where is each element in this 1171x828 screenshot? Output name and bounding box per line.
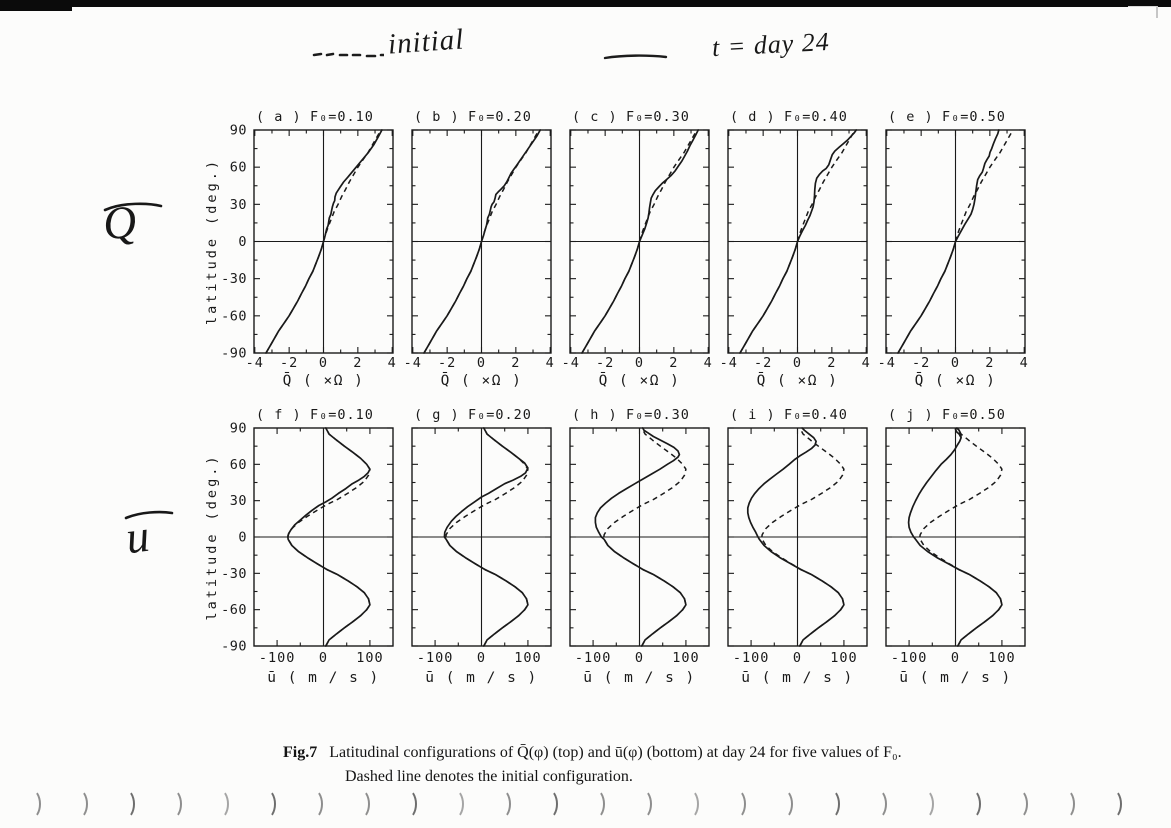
binder-ring <box>257 789 276 819</box>
panel-j <box>886 407 1025 686</box>
binder-ring <box>1056 789 1075 819</box>
x-axis-title: ū ( m / s ) <box>425 670 538 686</box>
panel-param: F₀=0.30 <box>626 407 690 423</box>
binder-ring <box>962 789 981 819</box>
binder-ring <box>1009 789 1028 819</box>
panel-tag: ( g ) <box>414 407 460 423</box>
binder-ring <box>445 789 464 819</box>
curve-day24 <box>748 428 844 646</box>
binder-ring <box>727 789 746 819</box>
curve-initial <box>266 130 381 353</box>
x-tick-label: 2 <box>985 355 995 371</box>
panel-tag: ( h ) <box>572 407 618 423</box>
x-tick-label: -4 <box>561 355 580 371</box>
y-tick-label: 60 <box>229 159 247 176</box>
x-tick-label: 0 <box>318 650 329 666</box>
binder-ring <box>586 789 605 819</box>
curve-initial <box>446 428 528 646</box>
x-tick-label: 4 <box>387 355 397 371</box>
x-axis-title: Q̄ ( ×Ω ) <box>598 373 681 389</box>
scan-corner-mark <box>1128 6 1158 18</box>
caption-text-2: Dashed line denotes the initial configuration. <box>345 768 633 785</box>
panel-param: F₀=0.30 <box>626 109 690 125</box>
panel-d <box>720 109 871 389</box>
panel-g <box>412 407 551 686</box>
row-label-qbar <box>95 195 140 250</box>
panel-param: F₀=0.40 <box>784 407 848 423</box>
y-tick-label: 60 <box>229 456 247 473</box>
x-tick-label: -100 <box>258 650 296 666</box>
curve-day24 <box>444 428 528 646</box>
y-tick-label: -30 <box>221 565 247 582</box>
curve-initial <box>582 130 697 353</box>
x-tick-label: -4 <box>719 355 738 371</box>
panel-f <box>204 407 393 686</box>
plot-box <box>254 130 393 353</box>
binder-ring <box>633 789 652 819</box>
panel-tag: ( d ) <box>730 109 776 125</box>
y-tick-label: 30 <box>229 196 247 213</box>
scan-edge-blob <box>0 0 72 11</box>
curve-day24 <box>288 428 370 646</box>
binder-ring <box>1103 789 1122 819</box>
y-tick-label: 0 <box>238 529 247 546</box>
binder-ring <box>680 789 699 819</box>
y-tick-label: -30 <box>221 271 247 288</box>
y-tick-label: -90 <box>221 345 247 362</box>
y-tick-label: -60 <box>221 602 247 619</box>
panel-param: F₀=0.10 <box>310 109 374 125</box>
curve-day24 <box>266 130 382 353</box>
x-tick-label: 2 <box>827 355 837 371</box>
x-tick-label: -100 <box>416 650 454 666</box>
panel-h <box>570 407 709 686</box>
x-axis-title: ū ( m / s ) <box>583 670 696 686</box>
x-tick-label: -4 <box>245 355 264 371</box>
x-tick-label: -2 <box>754 355 773 371</box>
binder-ring <box>210 789 229 819</box>
x-tick-label: 0 <box>634 650 645 666</box>
panel-tag: ( b ) <box>414 109 460 125</box>
panel-param: F₀=0.20 <box>468 407 532 423</box>
y-tick-label: 90 <box>229 420 247 437</box>
y-tick-label: 0 <box>238 234 247 250</box>
y-axis-title: latitude (deg.) <box>204 158 220 325</box>
curve-initial <box>288 428 370 646</box>
x-tick-label: 100 <box>514 650 542 666</box>
x-axis-title: ū ( m / s ) <box>899 670 1012 686</box>
binder-ring <box>351 789 370 819</box>
panel-tag: ( i ) <box>730 407 776 423</box>
legend-solid-sample <box>603 50 669 62</box>
x-tick-label: 2 <box>669 355 679 371</box>
binder-ring <box>539 789 558 819</box>
plot-box <box>886 130 1025 353</box>
x-axis-title: Q̄ ( ×Ω ) <box>756 373 839 389</box>
curve-initial <box>424 130 539 353</box>
panel-tag: ( e ) <box>888 109 934 125</box>
plot-box <box>728 428 867 646</box>
x-tick-label: -2 <box>912 355 931 371</box>
x-axis-title: ū ( m / s ) <box>741 670 854 686</box>
x-tick-label: 0 <box>318 355 329 371</box>
binder-ring <box>915 789 934 819</box>
y-tick-label: -60 <box>221 308 247 325</box>
panel-tag: ( f ) <box>256 407 302 423</box>
x-tick-label: 4 <box>1019 355 1029 371</box>
x-tick-label: 4 <box>703 355 713 371</box>
x-tick-label: -4 <box>403 355 422 371</box>
legend-initial-label: initial <box>386 23 466 61</box>
x-tick-label: 100 <box>830 650 858 666</box>
y-tick-label: 90 <box>229 122 247 139</box>
x-tick-label: -2 <box>596 355 615 371</box>
plot-box <box>886 428 1025 646</box>
plot-box <box>412 428 551 646</box>
panel-e <box>878 109 1029 389</box>
curve-day24 <box>909 428 1002 646</box>
figure-caption-line1 <box>283 744 902 762</box>
x-tick-label: 0 <box>634 355 645 371</box>
binder-ring <box>69 789 88 819</box>
binder-ring <box>398 789 417 819</box>
x-tick-label: 0 <box>476 355 487 371</box>
x-tick-label: -2 <box>438 355 457 371</box>
curve-day24 <box>582 130 698 353</box>
x-axis-title: Q̄ ( ×Ω ) <box>440 373 523 389</box>
panel-tag: ( c ) <box>572 109 618 125</box>
curve-initial <box>898 130 1013 353</box>
x-tick-label: 100 <box>356 650 384 666</box>
curve-initial <box>762 428 844 646</box>
scan-edge-bar <box>0 0 1171 7</box>
x-tick-label: 0 <box>950 650 961 666</box>
ubar-letter: u <box>122 509 153 564</box>
panel-param: F₀=0.40 <box>784 109 848 125</box>
x-tick-label: 0 <box>792 355 803 371</box>
plot-box <box>412 130 551 353</box>
x-axis-title: ū ( m / s ) <box>267 670 380 686</box>
caption-text-1: Latitudinal configurations of Q̄(φ) (top) and ū(φ) (bottom) at day 24 for five values of F₀. <box>329 744 902 761</box>
panel-param: F₀=0.50 <box>942 407 1006 423</box>
plot-box <box>254 428 393 646</box>
figure-number: Fig.7 <box>283 744 318 761</box>
curve-day24 <box>424 130 540 353</box>
x-tick-label: 0 <box>476 650 487 666</box>
curve-initial <box>740 130 855 353</box>
x-tick-label: 4 <box>545 355 555 371</box>
x-axis-title: Q̄ ( ×Ω ) <box>914 373 997 389</box>
binder-ring <box>163 789 182 819</box>
figure-caption-line2 <box>345 768 633 786</box>
y-tick-label: -90 <box>221 638 247 655</box>
legend-day24-label: t = day 24 <box>711 26 831 63</box>
x-tick-label: -2 <box>280 355 299 371</box>
panel-param: F₀=0.10 <box>310 407 374 423</box>
x-tick-label: 0 <box>950 355 961 371</box>
curve-initial <box>604 428 686 646</box>
panel-i <box>728 407 867 686</box>
legend-dashed-sample <box>312 46 384 62</box>
x-tick-label: 2 <box>353 355 363 371</box>
binder-ring <box>821 789 840 819</box>
binder-rings <box>0 789 1171 821</box>
x-tick-label: -4 <box>877 355 896 371</box>
binder-ring <box>868 789 887 819</box>
curve-day24 <box>595 428 686 646</box>
panel-param: F₀=0.20 <box>468 109 532 125</box>
plot-box <box>570 130 709 353</box>
plot-box <box>728 130 867 353</box>
panel-tag: ( j ) <box>888 407 934 423</box>
x-tick-label: -100 <box>574 650 612 666</box>
plot-box <box>570 428 709 646</box>
panel-param: F₀=0.50 <box>942 109 1006 125</box>
binder-ring <box>116 789 135 819</box>
curve-day24 <box>898 130 999 353</box>
x-tick-label: 100 <box>988 650 1016 666</box>
x-tick-label: -100 <box>732 650 770 666</box>
curve-day24 <box>740 130 856 353</box>
x-tick-label: 4 <box>861 355 871 371</box>
y-tick-label: 30 <box>229 493 247 510</box>
y-axis-title: latitude (deg.) <box>204 453 220 621</box>
binder-ring <box>774 789 793 819</box>
binder-ring <box>492 789 511 819</box>
row-label-ubar <box>116 506 153 564</box>
x-tick-label: 0 <box>792 650 803 666</box>
x-axis-title: Q̄ ( ×Ω ) <box>282 373 365 389</box>
panel-a <box>204 109 397 389</box>
panel-b <box>404 109 555 389</box>
panel-tag: ( a ) <box>256 109 302 125</box>
curve-initial <box>920 428 1002 646</box>
x-tick-label: -100 <box>890 650 928 666</box>
x-tick-label: 100 <box>672 650 700 666</box>
binder-ring <box>304 789 323 819</box>
panel-c <box>562 109 713 389</box>
x-tick-label: 2 <box>511 355 521 371</box>
qbar-letter: Q <box>100 195 140 250</box>
binder-ring <box>22 789 41 819</box>
